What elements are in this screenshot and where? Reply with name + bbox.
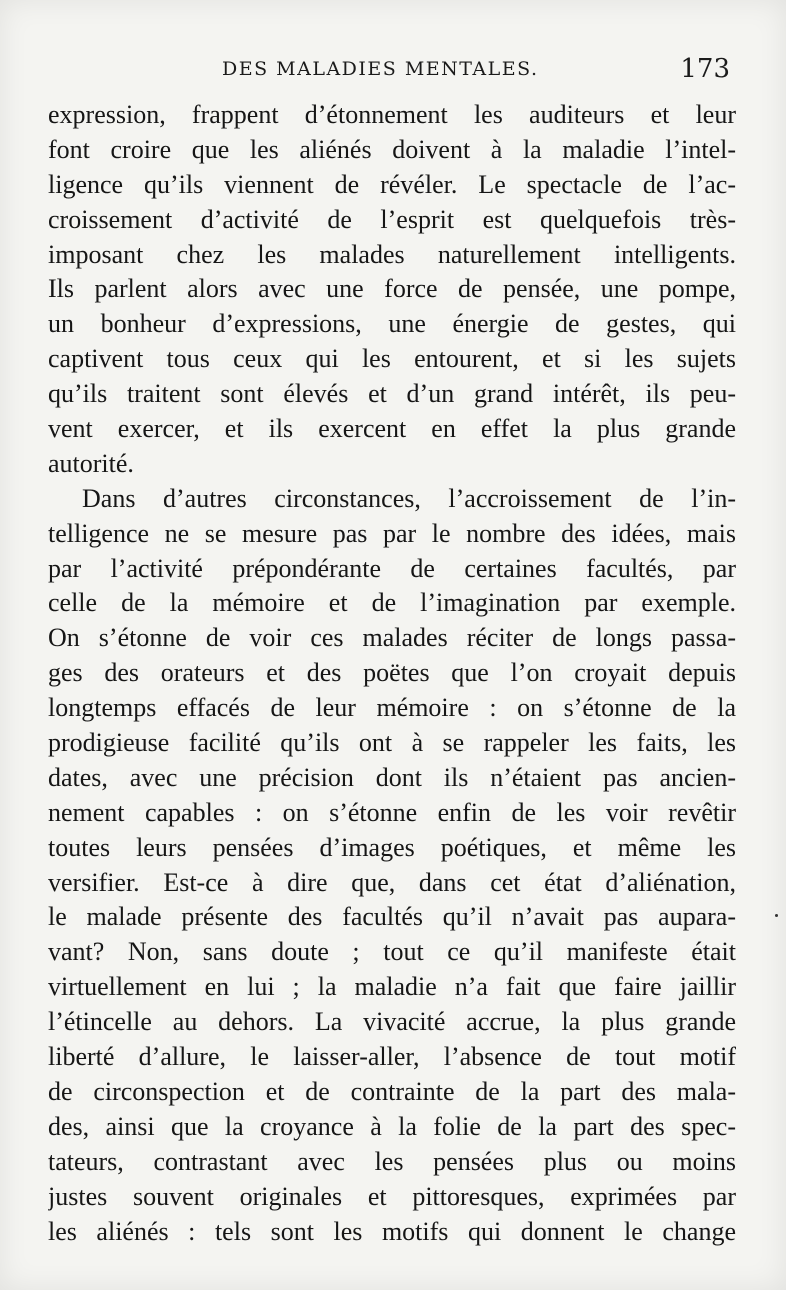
text-line: virtuellement en lui ; la maladie n’a fait que faire jaillir bbox=[48, 972, 736, 1002]
text-line: l’étincelle au dehors. La vivacité accrue, la plus grande bbox=[48, 1007, 736, 1037]
text-line: vant? Non, sans doute ; tout ce qu’il manifeste était bbox=[48, 937, 736, 967]
text-line: de circonspection et de contrainte de la part des mala- bbox=[48, 1076, 736, 1106]
text-line: vent exercer, et ils exercent en effet la plus grande bbox=[48, 414, 736, 444]
text-line: captivent tous ceux qui les entourent, et si les sujets bbox=[48, 344, 736, 374]
text-line: tateurs, contrastant avec les pensées plus ou moins bbox=[48, 1146, 736, 1176]
margin-speck bbox=[775, 914, 778, 917]
paragraph-end-line: autorité. bbox=[48, 448, 134, 478]
text-line: Ils parlent alors avec une force de pensée, une pompe, bbox=[48, 274, 736, 304]
text-line: celle de la mémoire et de l’imagination par exemple. bbox=[48, 588, 736, 618]
text-line: toutes leurs pensées d’images poétiques, et même les bbox=[48, 832, 736, 862]
body-text bbox=[48, 98, 736, 1249]
text-line: croissement d’activité de l’esprit est quelquefois très- bbox=[48, 204, 736, 234]
text-line: dates, avec une précision dont ils n’étaient pas ancien- bbox=[48, 762, 736, 792]
text-line: qu’ils traitent sont élevés et d’un grand intérêt, ils peu- bbox=[48, 379, 736, 409]
text-line: par l’activité prépondérante de certaines facultés, par bbox=[48, 553, 736, 583]
text-line: nement capables : on s’étonne enfin de les voir revêtir bbox=[48, 797, 736, 827]
text-line: justes souvent originales et pittoresques, exprimées par bbox=[48, 1181, 736, 1211]
text-line: ges des orateurs et des poëtes que l’on croyait depuis bbox=[48, 658, 736, 688]
text-line: imposant chez les malades naturellement intelligents. bbox=[48, 239, 736, 269]
text-line: expression, frappent d’étonnement les auditeurs et leur bbox=[48, 100, 736, 129]
text-line: liberté d’allure, le laisser-aller, l’absence de tout motif bbox=[48, 1042, 736, 1072]
text-line: des, ainsi que la croyance à la folie de la part des spec- bbox=[48, 1111, 736, 1141]
text-line: prodigieuse facilité qu’ils ont à se rappeler les faits, les bbox=[48, 728, 736, 758]
text-line: On s’étonne de voir ces malades réciter de longs passa- bbox=[48, 623, 736, 653]
text-line: les aliénés : tels sont les motifs qui donnent le change bbox=[48, 1216, 736, 1246]
text-line: font croire que les aliénés doivent à la maladie l’intel- bbox=[48, 134, 736, 164]
text-line: longtemps effacés de leur mémoire : on s’étonne de la bbox=[48, 693, 736, 723]
page-number: 173 bbox=[680, 54, 730, 84]
text-line: ligence qu’ils viennent de révéler. Le spectacle de l’ac- bbox=[48, 169, 736, 199]
text-line: le malade présente des facultés qu’il n’avait pas aupara- bbox=[48, 902, 736, 932]
page-header bbox=[44, 56, 734, 92]
text-line: versifier. Est-ce à dire que, dans cet état d’aliénation, bbox=[48, 867, 736, 897]
running-title: DES MALADIES MENTALES. bbox=[222, 58, 539, 80]
text-line: un bonheur d’expressions, une énergie de gestes, qui bbox=[48, 309, 736, 339]
paragraph-start-line: Dans d’autres circonstances, l’accroissement de l’in- bbox=[82, 483, 736, 513]
text-line: telligence ne se mesure pas par le nombre des idées, mais bbox=[48, 518, 736, 548]
